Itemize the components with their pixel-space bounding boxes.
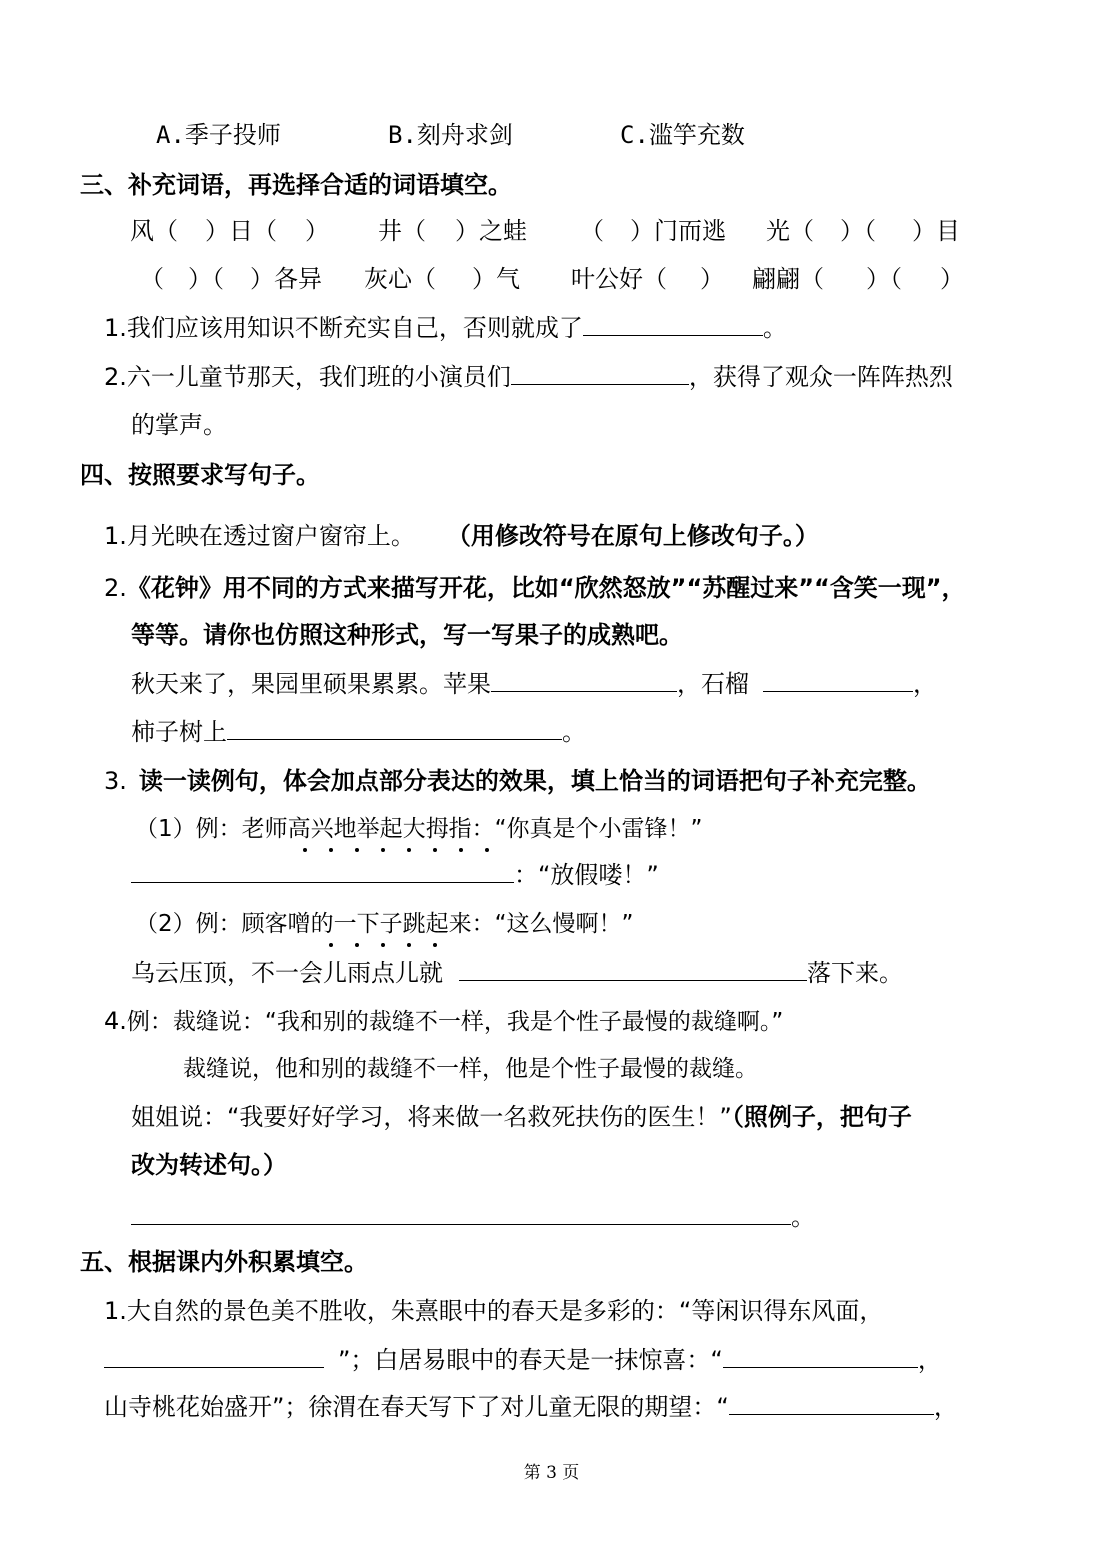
q-note: （照例子，把句子 — [731, 1103, 912, 1131]
s4-q4-task — [131, 1100, 912, 1134]
answer-blank[interactable] — [729, 1390, 934, 1415]
s4-q2-line2: 等等。请你也仿照这种形式，写一写果子的成熟吧。 — [131, 621, 683, 649]
word-piece: ）门而逃 — [630, 217, 726, 245]
answer-blank[interactable] — [583, 311, 763, 336]
task-text: 姐姐说：“我要好好学习，将来做一名救死扶伤的医生！” — [131, 1103, 732, 1131]
word-piece: ）（ — [866, 265, 902, 293]
s4-q2-fill1 — [131, 667, 937, 701]
q-note: （用修改符号在原句上修改句子。） — [458, 522, 819, 550]
word-piece: 光（ — [766, 217, 814, 245]
q-num: 1. — [104, 314, 127, 342]
section4-heading: 四、按照要求写句子。 — [80, 461, 320, 489]
fill-text: 山寺桃花始盛开”；徐渭在春天写下了对儿童无限的期望：“ — [104, 1393, 729, 1421]
word-piece: ）之蛙 — [455, 217, 527, 245]
s4-q4-ex-ans: 裁缝说，他和别的裁缝不一样，他是个性子最慢的裁缝。 — [183, 1056, 758, 1082]
option-b: B.刻舟求剑 — [388, 121, 513, 149]
word-piece: ） — [940, 265, 964, 293]
answer-blank[interactable] — [459, 956, 807, 981]
s5-q1-line3 — [104, 1390, 958, 1424]
q-text: 月光映在透过窗户窗帘上。 — [126, 522, 415, 550]
s4-q4 — [104, 1004, 783, 1039]
word-piece: ）（ — [188, 265, 224, 293]
fill-text: 落下来。 — [807, 959, 903, 987]
word-piece: （ — [140, 265, 164, 293]
q-text: 读一读例句，体会加点部分表达的效果，填上恰当的词语把句子补充完整。 — [138, 767, 931, 795]
q-text: ，获得了观众一阵阵热烈 — [688, 363, 953, 391]
s4-q3 — [104, 764, 931, 798]
answer-blank[interactable] — [491, 667, 677, 692]
q-text: 《花钟》用不同的方式来描写开花，比如“欣然怒放”“苏醒过来”“含笑一现”， — [126, 574, 966, 602]
q-num: 4. — [104, 1007, 127, 1035]
s3-q1 — [104, 311, 787, 345]
word-piece: 叶公好（ — [571, 265, 667, 293]
s3-q2-cont: 的掌声。 — [131, 411, 227, 439]
q-end: 。 — [762, 314, 787, 342]
option-a: A.季子投师 — [156, 121, 281, 149]
answer-blank[interactable] — [131, 1200, 791, 1225]
fill-text: 乌云压顶，不一会儿雨点儿就 — [131, 959, 443, 987]
q-num: 2. — [104, 363, 127, 391]
s5-q1 — [104, 1294, 883, 1328]
s4-q3-ans1 — [131, 858, 659, 892]
fill-text: ：“放假喽！” — [514, 861, 659, 889]
answer-blank[interactable] — [227, 715, 562, 740]
fill-text: 柿子树上 — [131, 718, 227, 746]
q-text: 我们应该用知识不断充实自己，否则就成了 — [126, 314, 583, 342]
s4-q2-fill2 — [131, 715, 586, 749]
s4-q3-ex1 — [135, 812, 702, 846]
fill-text: ， — [933, 1393, 958, 1421]
answer-blank[interactable] — [104, 1343, 324, 1368]
s4-q3-ex2 — [135, 907, 633, 941]
word-piece: ）各异 — [250, 265, 322, 293]
word-piece: （ — [580, 217, 604, 245]
s3-q2 — [104, 360, 953, 394]
fill-text: 。 — [791, 1203, 815, 1231]
word-piece: 翩翩（ — [752, 265, 824, 293]
s4-q4-note2: 改为转述句。） — [131, 1151, 287, 1179]
word-piece: ）目 — [912, 217, 960, 245]
word-piece: ） — [305, 217, 329, 245]
q-text: 大自然的景色美不胜收，朱熹眼中的春天是多彩的：“等闲识得东风面， — [126, 1297, 884, 1325]
fill-text: ， — [913, 670, 937, 698]
section5-heading: 五、根据课内外积累填空。 — [80, 1248, 368, 1276]
fill-text: 秋天来了，果园里硕果累累。苹果 — [131, 670, 491, 698]
s4-q2 — [104, 571, 966, 605]
section3-heading: 三、补充词语，再选择合适的词语填空。 — [80, 171, 512, 199]
word-piece: ）（ — [840, 217, 876, 245]
fill-text: ”；白居易眼中的春天是一抹惊喜：“ — [338, 1346, 723, 1374]
example-text: （1）例：老师高兴地举起大拇指：“你真是个小雷锋！” — [135, 816, 703, 842]
word-piece: 风（ — [130, 217, 178, 245]
q-num: 2. — [104, 574, 127, 602]
example-text: （2）例：顾客噌的一下子跳起来：“这么慢啊！” — [135, 911, 634, 937]
s4-q4-answer — [131, 1200, 815, 1234]
fill-text: 。 — [562, 718, 586, 746]
answer-blank[interactable] — [511, 360, 689, 385]
option-c: C.滥竽充数 — [620, 121, 745, 149]
answer-blank[interactable] — [763, 667, 913, 692]
q-text: 六一儿童节那天，我们班的小演员们 — [126, 363, 511, 391]
s5-q1-line2 — [104, 1343, 942, 1377]
s4-q3-ans2 — [131, 956, 903, 990]
q-num: 3. — [104, 767, 127, 795]
example-text: 例：裁缝说：“我和别的裁缝不一样，我是个性子最慢的裁缝啊。” — [126, 1009, 784, 1035]
word-piece: 井（ — [378, 217, 426, 245]
answer-blank[interactable] — [723, 1343, 918, 1368]
answer-blank[interactable] — [131, 858, 514, 883]
q-num: 1. — [104, 1297, 127, 1325]
fill-text: ， — [917, 1346, 942, 1374]
s4-q1 — [104, 519, 819, 553]
q-num: 1. — [104, 522, 127, 550]
word-piece: 灰心（ — [364, 265, 436, 293]
fill-text: ，石榴 — [677, 670, 749, 698]
word-piece: ）日（ — [205, 217, 277, 245]
page-footer: 第 3 页 — [523, 1463, 580, 1483]
word-piece: ） — [700, 265, 724, 293]
word-piece: ）气 — [472, 265, 520, 293]
